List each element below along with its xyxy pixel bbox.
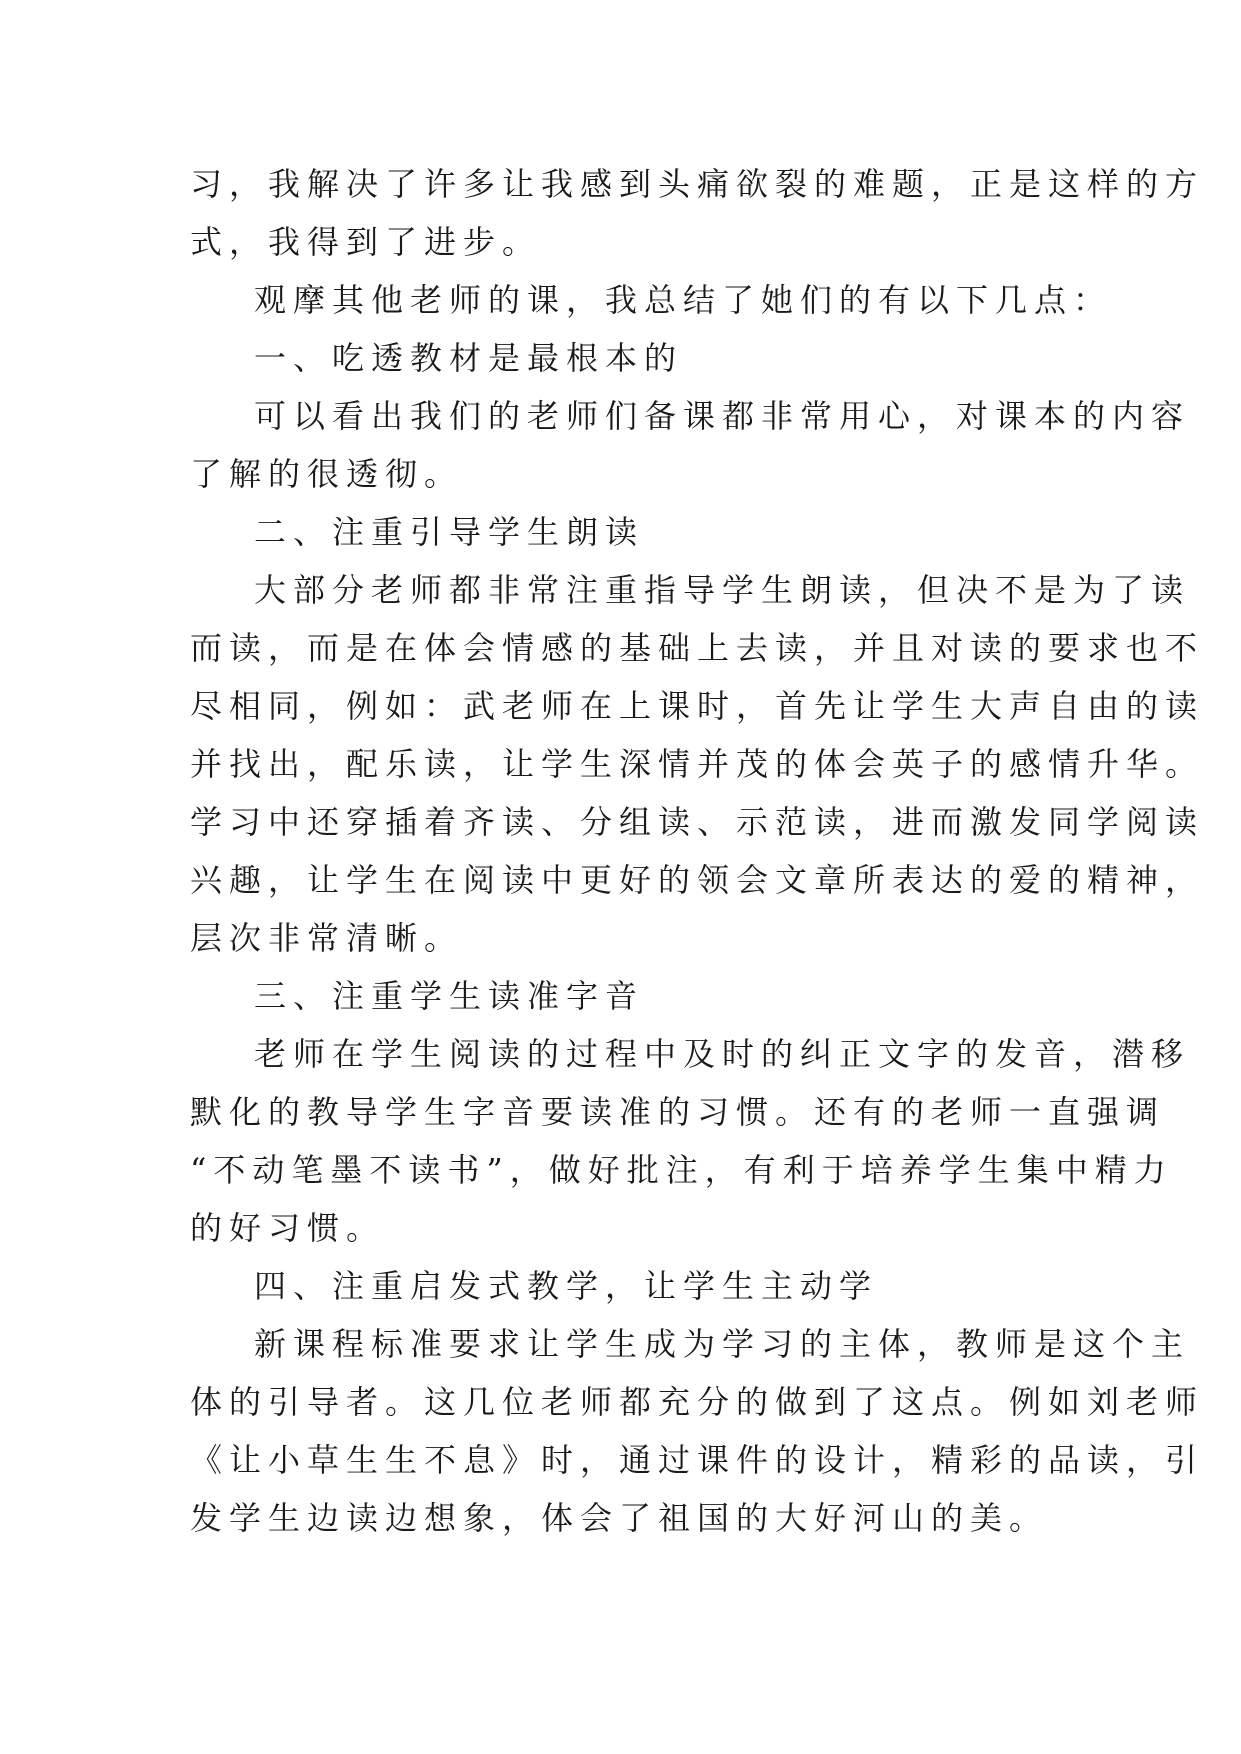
- text-line: 并找出，配乐读，让学生深情并茂的体会英子的感情升华。: [190, 745, 1205, 783]
- text-line: 《让小草生生不息》时，通过课件的设计，精彩的品读，引: [190, 1441, 1205, 1479]
- text-line: 观摩其他老师的课，我总结了她们的有以下几点：: [254, 281, 1113, 319]
- text-line: 新课程标准要求让学生成为学习的主体，教师是这个主: [254, 1325, 1191, 1363]
- text-line: 大部分老师都非常注重指导学生朗读，但决不是为了读: [254, 571, 1191, 609]
- text-line: 学习中还穿插着齐读、分组读、示范读，进而激发同学阅读: [190, 803, 1205, 841]
- text-line: “不动笔墨不读书”，做好批注，有利于培养学生集中精力: [190, 1151, 1173, 1189]
- text-line: 三、注重学生读准字音: [254, 977, 645, 1015]
- text-line: 二、注重引导学生朗读: [254, 513, 645, 551]
- document-body: [190, 155, 1205, 1547]
- text-line: 默化的教导学生字音要读准的习惯。还有的老师一直强调: [190, 1093, 1166, 1131]
- text-line: 的好习惯。: [190, 1209, 386, 1247]
- text-line: 一、吃透教材是最根本的: [254, 339, 684, 377]
- text-line: 发学生边读边想象，体会了祖国的大好河山的美。: [190, 1499, 1049, 1537]
- text-line: 兴趣，让学生在阅读中更好的领会文章所表达的爱的精神，: [190, 861, 1205, 899]
- text-line: 老师在学生阅读的过程中及时的纠正文字的发音，潜移: [254, 1035, 1191, 1073]
- text-line: 四、注重启发式教学，让学生主动学: [254, 1267, 879, 1305]
- text-line: 习，我解决了许多让我感到头痛欲裂的难题，正是这样的方: [190, 165, 1205, 203]
- text-line: 尽相同，例如：武老师在上课时，首先让学生大声自由的读: [190, 687, 1205, 725]
- text-line: 体的引导者。这几位老师都充分的做到了这点。例如刘老师: [190, 1383, 1205, 1421]
- text-line: 了解的很透彻。: [190, 455, 464, 493]
- text-line: 可以看出我们的老师们备课都非常用心，对课本的内容: [254, 397, 1191, 435]
- text-line: 而读，而是在体会情感的基础上去读，并且对读的要求也不: [190, 629, 1205, 667]
- text-line: 式，我得到了进步。: [190, 223, 542, 261]
- text-line: 层次非常清晰。: [190, 919, 464, 957]
